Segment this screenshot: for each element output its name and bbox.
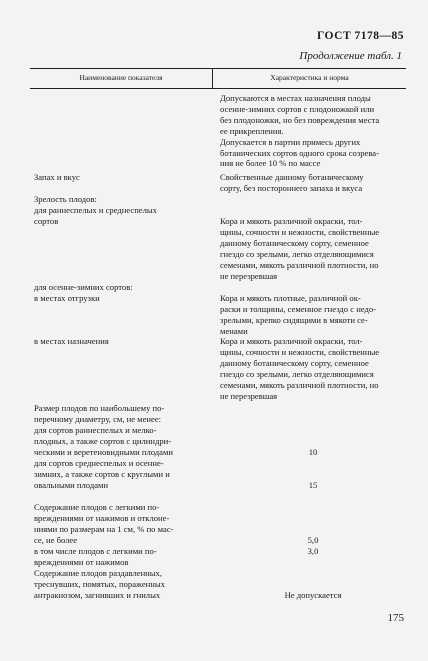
row-ripeness-destination-label: в местах назначения bbox=[34, 336, 109, 346]
row-pressure-only-value: 3,0 bbox=[307, 546, 319, 556]
row-size-early-label: Размер плодов по наибольшему по- перечному диаметру, см, не менее: для сортов раннеспелых и мелко- плодных, а также сортов с цилиндри- ческими и веретеновидными плодами bbox=[34, 403, 174, 457]
row-smell-taste-value: Свойственные данному ботаническому сорту, без постороннего запаха и вкуса bbox=[220, 172, 364, 193]
row-ripeness-early-value: Кора и мякоть различной окраски, тол- щины, сочности и нежности, свойственные данному ботаническому сорту, семенное гнездо со зрелыми, легко отделяющимися семенами, мякоть различной плотности, но не перезревшая bbox=[220, 216, 380, 281]
row-ripeness-shipping-label: для осенне-зимних сортов: в местах отгрузки bbox=[34, 282, 133, 303]
row-size-mid-value: 15 bbox=[308, 480, 318, 490]
row-crushed-rotten-label: Содержание плодов раздавленных, треснувших, помятых, пораженных антракнозом, загнивших и гнилых bbox=[34, 568, 165, 600]
row-pressure-only-label: в том числе плодов с легкими по- вреждениями от нажимов bbox=[34, 546, 157, 567]
row-size-early-value: 10 bbox=[308, 447, 318, 457]
row-fruit-stem-note: Допускаются в местах назначения плоды осенне-зимних сортов с плодоножкой или без плодоножки, но без повреждения места ее прикрепления. Допускается в партии примесь других ботанических сортов одного срока созрева- ния не более 10 % по массе bbox=[220, 93, 380, 169]
row-pressure-damage-value: 5,0 bbox=[307, 535, 319, 545]
standard-title: ГОСТ 7178—85 bbox=[317, 30, 404, 42]
row-smell-taste-label: Запах и вкус bbox=[34, 172, 80, 182]
page-number: 175 bbox=[387, 612, 404, 624]
row-crushed-rotten-value: Не допускается bbox=[284, 590, 342, 600]
row-size-mid-label: для сортов среднеспелых и осенне- зимних, а также сортов с круглыми и овальными плодами bbox=[34, 458, 170, 490]
column-header-indicator: Наименование показателя bbox=[79, 73, 163, 82]
column-header-norm: Характеристика и норма bbox=[270, 73, 349, 82]
row-pressure-damage-label: Содержание плодов с легкими по- вреждениями от нажимов и отклоне- ниями по размерам на 1 см, % по мас- се, не более bbox=[34, 502, 174, 545]
row-ripeness-destination-value: Кора и мякоть различной окраски, тол- щины, сочности и нежности, свойственные данному ботаническому сорту, семенное гнездо со зрелыми, легко отделяющимися семенами, мякоть различной плотности, но не перезревшая bbox=[220, 336, 380, 401]
row-ripeness-shipping-value: Кора и мякоть плотные, различной ок- раски и толщины, семенное гнездо с недо- зрелыми, крепко сидящими в мякоти се- менами bbox=[220, 293, 377, 336]
table-continuation-caption: Продолжение табл. 1 bbox=[299, 50, 402, 62]
header-bottom-rule bbox=[30, 88, 406, 89]
row-ripeness-early-label: Зрелость плодов: для раннеспелых и среднеспелых сортов bbox=[34, 194, 157, 226]
table-top-rule bbox=[30, 68, 406, 69]
